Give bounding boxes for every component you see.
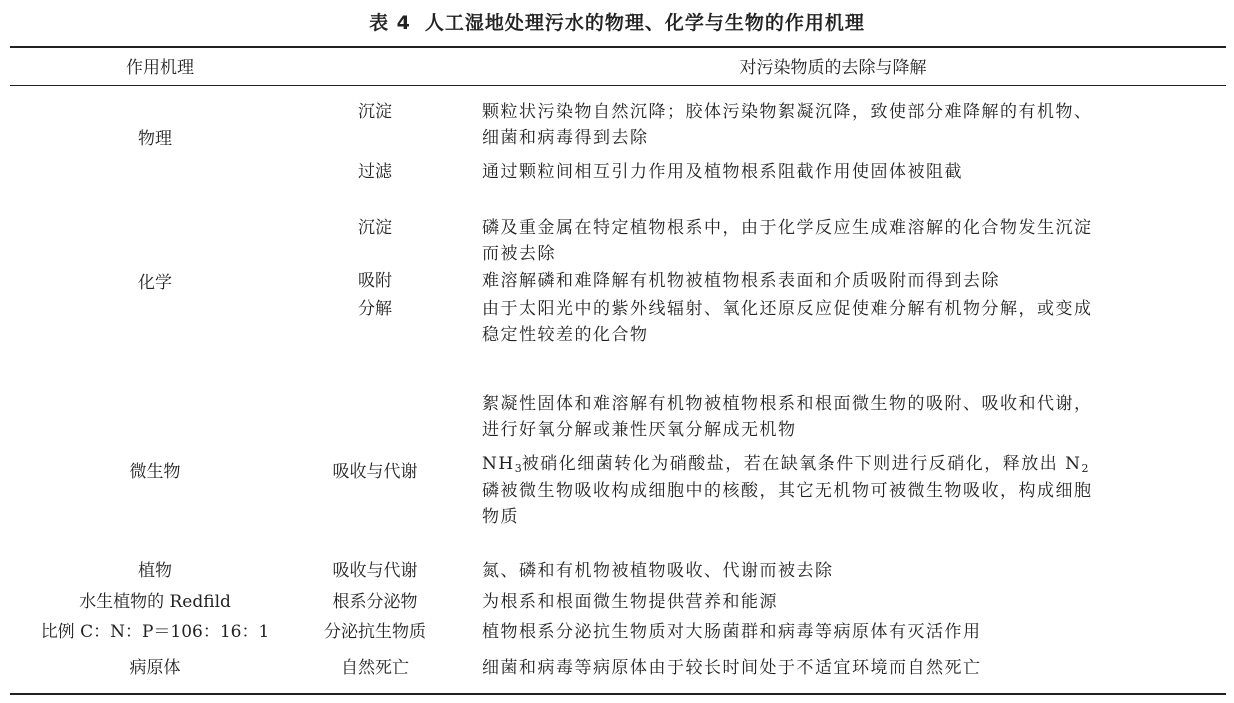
sub-chemical-decompose: 分解 [358, 299, 392, 319]
sub-chemical-sediment: 沉淀 [358, 218, 392, 238]
physical-sediment-line-1: 颗粒状污染物自然沉降；胶体污染物絮凝沉降，致使部分难降解的有机物、 [482, 102, 1093, 122]
bottom-rule [10, 693, 1226, 695]
sub-physical-filter: 过滤 [358, 162, 392, 182]
plant-redfild: 水生植物的 Redfild [79, 592, 231, 612]
header-mechanism: 作用机理 [126, 58, 194, 78]
sub-chemical-adsorb: 吸附 [358, 271, 392, 291]
header-rule [10, 85, 1226, 86]
sub-plant-antibiotic: 分泌抗生物质 [324, 622, 426, 642]
group-plant: 植物 [138, 561, 172, 581]
plant-absorb-line: 氮、磷和有机物被植物吸收、代谢而被去除 [482, 561, 834, 581]
microbe-phosphorus-line-2: 物质 [482, 507, 519, 527]
microbe-line-1: 絮凝性固体和难溶解有机物被植物根系和根面微生物的吸附、吸收和代谢， [482, 394, 1093, 414]
plant-root-line: 为根系和根面微生物提供营养和能源 [482, 592, 778, 612]
nh-symbol: NH [482, 454, 515, 474]
microbe-phosphorus-line-1: 磷被微生物吸收构成细胞中的核酸，其它无机物可被微生物吸收，构成细胞 [482, 481, 1093, 501]
chemical-decompose-line-2: 稳定性较差的化合物 [482, 325, 649, 345]
header-removal: 对污染物质的去除与降解 [739, 58, 927, 78]
table-caption: 人工湿地处理污水的物理、化学与生物的作用机理 [424, 12, 865, 34]
table-title [0, 8, 1234, 35]
group-physical: 物理 [138, 129, 172, 149]
plant-ratio: 比例 C：N：P＝106：16：1 [40, 622, 270, 642]
sub-physical-sediment: 沉淀 [358, 102, 392, 122]
group-microbe: 微生物 [129, 462, 181, 482]
sub-plant-root: 根系分泌物 [332, 592, 418, 612]
sub-plant-absorb: 吸收与代谢 [332, 561, 418, 581]
chemical-sediment-line-1: 磷及重金属在特定植物根系中，由于化学反应生成难溶解的化合物发生沉淀 [482, 218, 1093, 238]
microbe-line-2: 进行好氧分解或兼性厌氧分解成无机物 [482, 420, 797, 440]
pathogen-line: 细菌和病毒等病原体由于较长时间处于不适宜环境而自然死亡 [482, 658, 982, 678]
chemical-sediment-line-2: 而被去除 [482, 244, 556, 264]
chemical-adsorb-line-1: 难溶解磷和难降解有机物被植物根系表面和介质吸附而得到去除 [482, 271, 1000, 291]
top-rule [10, 46, 1226, 48]
physical-filter-line-1: 通过颗粒间相互引力作用及植物根系阻截作用使固体被阻截 [482, 162, 963, 182]
chemical-decompose-line-1: 由于太阳光中的紫外线辐射、氧化还原反应促使难分解有机物分解，或变成 [482, 299, 1093, 319]
nh3-text: 被硝化细菌转化为硝酸盐，若在缺氧条件下则进行反硝化，释放出 N [521, 454, 1082, 474]
sub-microbe: 吸收与代谢 [332, 462, 418, 482]
group-pathogen: 病原体 [129, 658, 181, 678]
physical-sediment-line-2: 细菌和病毒得到去除 [482, 128, 649, 148]
group-chemical: 化学 [138, 273, 172, 293]
table-number: 表 4 [369, 12, 411, 34]
nh3-subscript: 3 [514, 462, 522, 475]
plant-antibiotic-line: 植物根系分泌抗生物质对大肠菌群和病毒等病原体有灭活作用 [482, 622, 982, 642]
n2-subscript: 2 [1081, 462, 1089, 475]
sub-pathogen: 自然死亡 [341, 658, 409, 678]
